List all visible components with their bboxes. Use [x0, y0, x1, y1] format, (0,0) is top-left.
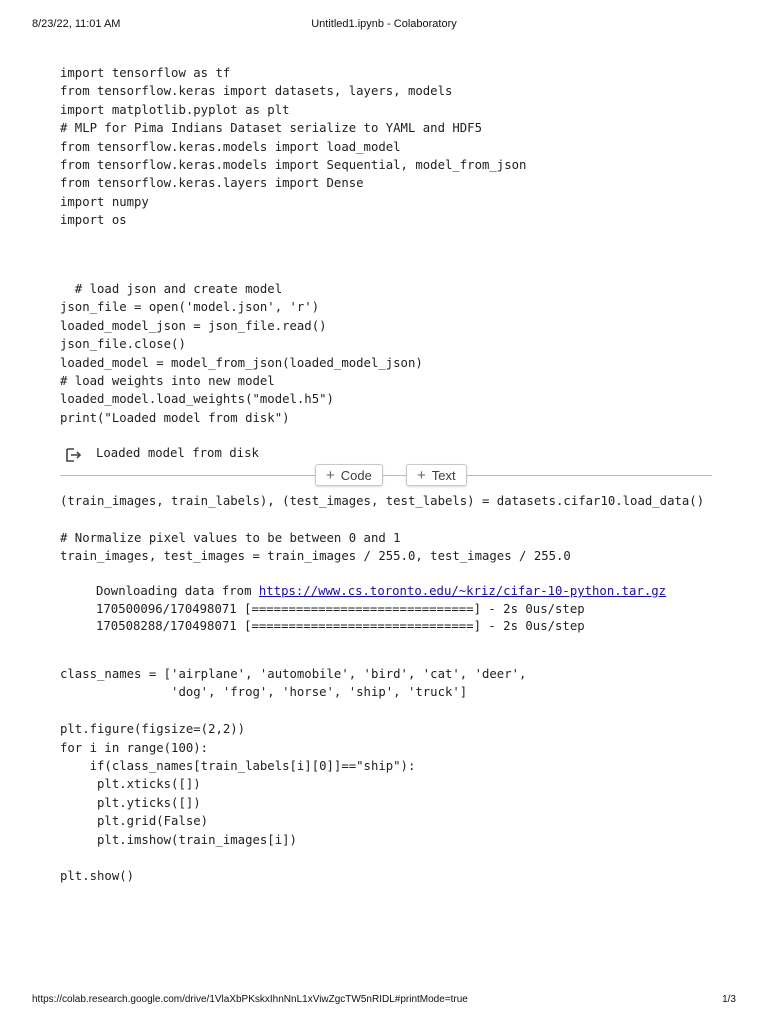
- print-datetime: 8/23/22, 11:01 AM: [32, 18, 121, 30]
- add-code-label: Code: [340, 467, 372, 483]
- cell-divider: [60, 475, 712, 476]
- download-progress-2: 170508288/170498071 [==============================] - 2s 0us/step: [96, 619, 585, 634]
- print-page-number: 1/3: [722, 994, 736, 1005]
- plus-icon: +: [417, 466, 426, 484]
- code-cell-load-model[interactable]: # load json and create model json_file = open('model.json', 'r') loaded_model_json = json_file.read() json_file.close() loaded_model = model_from_json(loaded_model_json) # load weights into new model loaded_model.load_weights("model.h5") print("Loaded model from disk"): [60, 282, 423, 425]
- download-progress-1: 170500096/170498071 [==============================] - 2s 0us/step: [96, 601, 585, 616]
- add-code-button[interactable]: [315, 464, 383, 486]
- code-cell-plot-ships[interactable]: class_names = ['airplane', 'automobile', 'bird', 'cat', 'deer', 'dog', 'frog', 'horse', 'ship', 'truck'] plt.figure(figsize=(2,2)) for i in range(100): if(class_names[train_labels[i][0]]=="ship"): plt.xticks([]) plt.yticks([]) plt.grid(False) plt.imshow(train_images[i]) plt.show(): [60, 667, 527, 884]
- add-text-label: Text: [431, 467, 456, 483]
- cell-output-download: [96, 583, 666, 636]
- cell-output-loaded-model: Loaded model from disk: [96, 446, 259, 460]
- print-url: https://colab.research.google.com/drive/1VlaXbPKskxIhnNnL1xViwZgcTW5nRIDL#printMode=true: [32, 994, 468, 1005]
- add-text-button[interactable]: [406, 464, 467, 486]
- download-prefix: Downloading data from: [96, 584, 259, 598]
- plus-icon: +: [326, 466, 335, 484]
- code-cell-imports[interactable]: import tensorflow as tf from tensorflow.keras import datasets, layers, models import matplotlib.pyplot as plt # MLP for Pima Indians Dataset serialize to YAML and HDF5 from tensorflow.keras.models import load_model from tensorflow.keras.models import Sequential, model_from_json from tensorflow.keras.layers import Dense import numpy import os: [60, 66, 527, 228]
- output-arrow-icon: [64, 446, 82, 464]
- print-title: Untitled1.ipynb - Colaboratory: [311, 18, 457, 30]
- code-cell-load-data[interactable]: (train_images, train_labels), (test_images, test_labels) = datasets.cifar10.load_data() # Normalize pixel values to be between 0 and 1 train_images, test_images = train_images / 255.0, test_images / 255.0: [60, 494, 705, 564]
- cifar-download-link[interactable]: https://www.cs.toronto.edu/~kriz/cifar-10-python.tar.gz: [258, 584, 667, 598]
